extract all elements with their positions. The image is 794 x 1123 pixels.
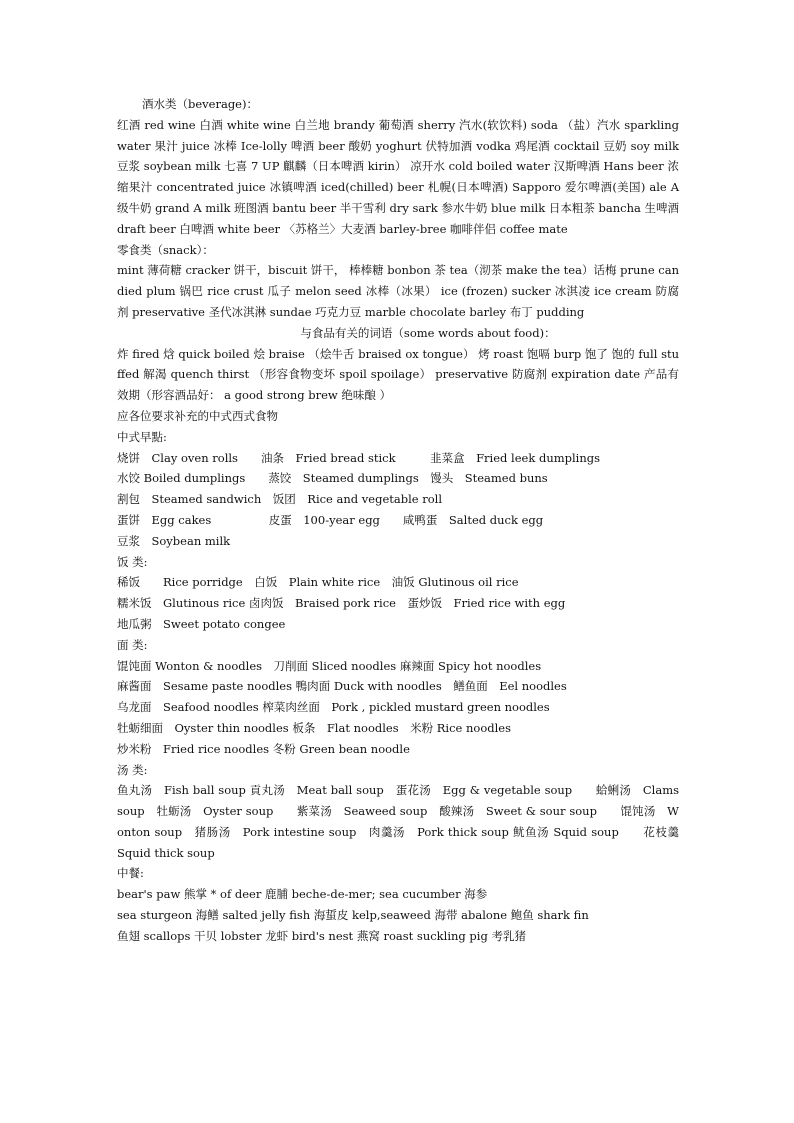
chinese-meal-line: bear's paw 熊掌 * of deer 鹿脯 beche-de-mer; sea cucumber 海参 [117, 887, 488, 902]
document-page [117, 94, 691, 947]
soup-text: 鱼丸汤 Fish ball soup 貢丸汤 Meat ball soup 蛋花汤 Egg & vegetable soup 蛤蜊汤 Clams soup 牡蛎汤 Oyster soup 紫菜汤 Seaweed soup 酸辣汤 Sweet & sour soup 馄饨汤 Wonton soup 猪肠汤 Pork intestine soup 肉羹汤 Pork thick soup 鱿鱼汤 Squid soup 花枝羹 Squid thick soup [117, 783, 691, 860]
noodles-line: 牡蛎细面 Oyster thin noodles 板条 Flat noodles 米粉 Rice noodles [117, 720, 512, 735]
snack-heading: 零食类（snack）： [117, 242, 214, 257]
snack-text: mint 薄荷糖 cracker 饼干，biscuit 饼干， 棒棒糖 bonbon 茶 tea（沏茶 make the tea）话梅 prune candied plum 锅巴 rice crust 瓜子 melon seed 冰棒（冰果） ice (frozen) sucker 冰淇凌 ice cream 防腐剂 preservative 圣代冰淇淋 sundae 巧克力豆 marble chocolate barley 布丁 pudding [117, 263, 679, 319]
noodles-line: 炒米粉 Fried rice noodles 冬粉 Green bean noodle [117, 741, 410, 756]
noodles-heading: 面 类: [117, 637, 148, 652]
words-heading: 与食品有关的词语（some words about food)： [300, 325, 556, 340]
rice-heading: 饭 类: [117, 554, 148, 569]
breakfast-line: 烧饼 Clay oven rolls 油条 Fried bread stick 韭菜盒 Fried leek dumplings [117, 450, 601, 465]
rice-line: 地瓜粥 Sweet potato congee [117, 616, 286, 631]
beverage-text: 红酒 red wine 白酒 white wine 白兰地 brandy 葡萄酒 sherry 汽水(软饮料) soda （盐）汽水 sparkling water 果汁 juice 冰棒 Ice-lolly 啤酒 beer 酸奶 yoghurt 伏特加酒 vodka 鸡尾酒 cocktail 豆奶 soy milk 豆浆 soybean milk 七喜 7 UP 麒麟（日本啤酒 kirin） 凉开水 cold boiled water 汉斯啤酒 Hans beer 浓缩果汁 concentrated juice 冰镇啤酒 iced(chilled) beer 札幌(日本啤酒) Sapporo 爱尔啤酒(美国) ale A级牛奶 grand A milk 班图酒 bantu beer 半干雪利 dry sark 参水牛奶 blue milk 日本粗茶 bancha 生啤酒 draft beer 白啤酒 white beer 〈苏格兰〉大麦酒 barley-bree 咖啡伴侣 coffee mate [117, 117, 679, 236]
breakfast-line: 蛋饼 Egg cakes 皮蛋 100-year egg 咸鸭蛋 Salted duck egg [117, 512, 544, 527]
breakfast-line: 豆浆 Soybean milk [117, 533, 231, 548]
supplement-heading: 应各位要求补充的中式西式食物 [117, 408, 278, 423]
breakfast-line: 水饺 Boiled dumplings 蒸饺 Steamed dumplings 馒头 Steamed buns [117, 471, 548, 486]
chinese-meal-line: 鱼翅 scallops 干贝 lobster 龙虾 bird's nest 燕窝 roast suckling pig 考乳猪 [117, 928, 526, 943]
beverage-heading: 酒水类（beverage)： [142, 97, 258, 111]
breakfast-heading: 中式早點: [117, 429, 167, 444]
words-text: 炸 fired 焓 quick boiled 烩 braise （烩牛舌 braised ox tongue） 烤 roast 饱嗝 burp 饱了 饱的 full stuffed 解渴 quench thirst （形容食物变坏 spoil spoilage） preservative 防腐剂 expiration date 产品有效期（形容酒品好： a good strong brew 绝味酿 ） [117, 346, 679, 403]
soup-heading: 汤 类: [117, 762, 148, 777]
noodles-line: 麻酱面 Sesame paste noodles 鴨肉面 Duck with noodles 鳝鱼面 Eel noodles [117, 679, 567, 694]
chinese-meal-heading: 中餐: [117, 866, 144, 881]
noodles-line: 馄饨面 Wonton & noodles 刀削面 Sliced noodles 麻辣面 Spicy hot noodles [117, 658, 542, 673]
breakfast-line: 割包 Steamed sandwich 饭团 Rice and vegetable roll [117, 492, 443, 507]
rice-line: 稀饭 Rice porridge 白饭 Plain white rice 油饭 Glutinous oil rice [117, 575, 519, 590]
noodles-line: 乌龙面 Seafood noodles 榨菜肉丝面 Pork , pickled mustard green noodles [117, 700, 550, 715]
chinese-meal-line: sea sturgeon 海鳝 salted jelly fish 海蜇皮 kelp,seaweed 海带 abalone 鲍鱼 shark fin [117, 908, 589, 923]
rice-line: 糯米饭 Glutinous rice 卤肉饭 Braised pork rice 蛋炒饭 Fried rice with egg [117, 596, 566, 611]
